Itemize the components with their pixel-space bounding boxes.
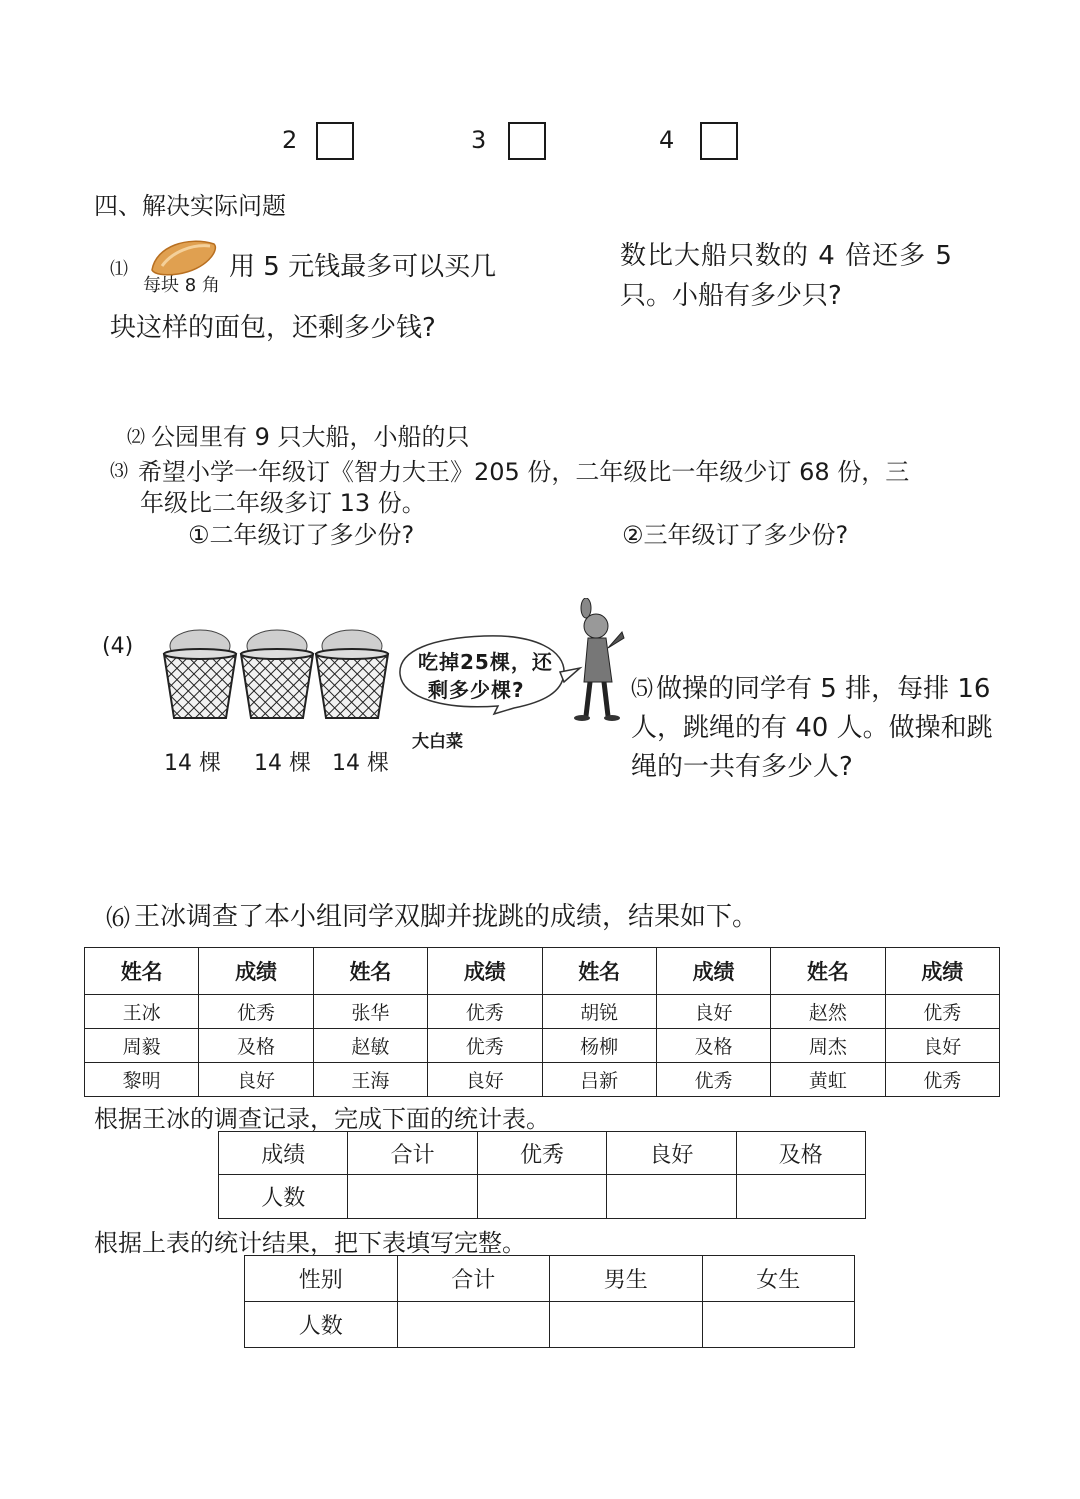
table-cell: 优秀 [885,995,999,1029]
table-cell: 张华 [313,995,427,1029]
table-cell: 优秀 [199,995,313,1029]
table-cell: 王冰 [85,995,199,1029]
q3-line2: 年级比二年级多订 13 份。 [140,489,426,517]
table-cell: 周毅 [85,1029,199,1063]
section-title: 四、解决实际问题 [94,192,286,220]
table-header-row [245,1256,855,1302]
table-cell: 赵敏 [313,1029,427,1063]
answer-box-3[interactable] [508,122,546,160]
header-cell: 性别 [245,1256,398,1302]
table-cell: 优秀 [428,1029,542,1063]
box-label-2: 2 [282,126,298,154]
table-row [85,995,1000,1029]
answer-cell[interactable] [348,1175,477,1219]
q2-cont2: 只。小船有多少只? [620,281,842,311]
row-label: 人数 [219,1175,348,1219]
instruction-2: 根据上表的统计结果，把下表填写完整。 [94,1229,526,1257]
answer-cell[interactable] [550,1302,703,1348]
q5-number: ⑸ [631,677,654,702]
table-cell: 胡锐 [542,995,656,1029]
q4-caption: 大白菜 [412,732,463,752]
q3-sub2: ②三年级订了多少份? [622,521,849,549]
table-cell: 优秀 [428,995,542,1029]
table-cell: 良好 [656,995,770,1029]
answer-cell[interactable] [397,1302,550,1348]
table-row [85,1063,1000,1097]
q5-line1: 做操的同学有 5 排，每排 16 [656,674,991,704]
table-cell: 黄虹 [771,1063,885,1097]
basket-1 [164,630,236,718]
bubble-line2: 剩多少棵? [428,678,525,702]
table-cell: 王海 [313,1063,427,1097]
answer-cell[interactable] [736,1175,865,1219]
header-cell: 姓名 [85,948,199,995]
table-cell: 及格 [656,1029,770,1063]
header-cell: 成绩 [199,948,313,995]
q6-number: ⑹ [106,904,130,932]
box-label-4: 4 [659,126,675,154]
header-cell: 姓名 [771,948,885,995]
answer-box-4[interactable] [700,122,738,160]
rabbit-character-illustration [566,598,626,722]
answer-cell[interactable] [607,1175,736,1219]
header-cell: 成绩 [656,948,770,995]
header-cell: 合计 [348,1132,477,1175]
grade-stat-table [218,1131,866,1219]
header-cell: 成绩 [428,948,542,995]
header-cell: 男生 [550,1256,703,1302]
table-cell: 黎明 [85,1063,199,1097]
box-label-3: 3 [471,126,487,154]
header-cell: 优秀 [477,1132,606,1175]
header-cell: 姓名 [542,948,656,995]
table-cell: 良好 [885,1029,999,1063]
table-row [85,1029,1000,1063]
header-cell: 及格 [736,1132,865,1175]
table-header-row [85,948,1000,995]
table-cell: 良好 [428,1063,542,1097]
table-row [219,1175,866,1219]
table-cell: 吕新 [542,1063,656,1097]
table-cell: 良好 [199,1063,313,1097]
q2-cont1: 数比大船只数的 4 倍还多 5 [620,241,953,271]
table-cell: 及格 [199,1029,313,1063]
gender-stat-table [244,1255,855,1348]
q1-line2: 块这样的面包，还剩多少钱? [110,313,436,343]
answer-cell[interactable] [477,1175,606,1219]
q4-count-3: 14 棵 [332,751,389,776]
q3-sub1: ①二年级订了多少份? [188,521,415,549]
q3-number: ⑶ [110,461,128,482]
table-cell: 周杰 [771,1029,885,1063]
instruction-1: 根据王冰的调查记录，完成下面的统计表。 [94,1105,550,1133]
table-cell: 优秀 [885,1063,999,1097]
header-cell: 姓名 [313,948,427,995]
row-label: 人数 [245,1302,398,1348]
answer-cell[interactable] [702,1302,855,1348]
table-header-row [219,1132,866,1175]
q2-number: ⑵ [127,427,145,448]
table-cell: 优秀 [656,1063,770,1097]
q4-number: (4) [102,634,134,659]
q4-count-1: 14 棵 [164,751,221,776]
header-cell: 合计 [397,1256,550,1302]
header-cell: 成绩 [219,1132,348,1175]
q6-text: 王冰调查了本小组同学双脚并拢跳的成绩，结果如下。 [134,902,759,932]
cabbage-baskets-illustration [160,628,390,724]
header-cell: 成绩 [885,948,999,995]
table-cell: 杨柳 [542,1029,656,1063]
bubble-line1: 吃掉25棵，还 [418,650,553,674]
q1-line1: 用 5 元钱最多可以买几 [229,252,497,282]
table-cell: 赵然 [771,995,885,1029]
basket-3 [316,630,388,718]
header-cell: 良好 [607,1132,736,1175]
header-cell: 女生 [702,1256,855,1302]
q2-line1: 公园里有 9 只大船，小船的只 [151,423,470,451]
q4-count-2: 14 棵 [254,751,311,776]
q5-line2: 人，跳绳的有 40 人。做操和跳 [631,713,993,743]
q5-line3: 绳的一共有多少人? [631,752,853,782]
answer-box-2[interactable] [316,122,354,160]
basket-2 [241,630,313,718]
q3-line1: 希望小学一年级订《智力大王》205 份，二年级比一年级少订 68 份，三 [138,458,910,486]
q1-price: 每块 8 角 [143,275,220,296]
bread-icon [148,236,220,276]
q1-number: ⑴ [110,259,128,280]
score-record-table [84,947,1000,1097]
table-row [245,1302,855,1348]
